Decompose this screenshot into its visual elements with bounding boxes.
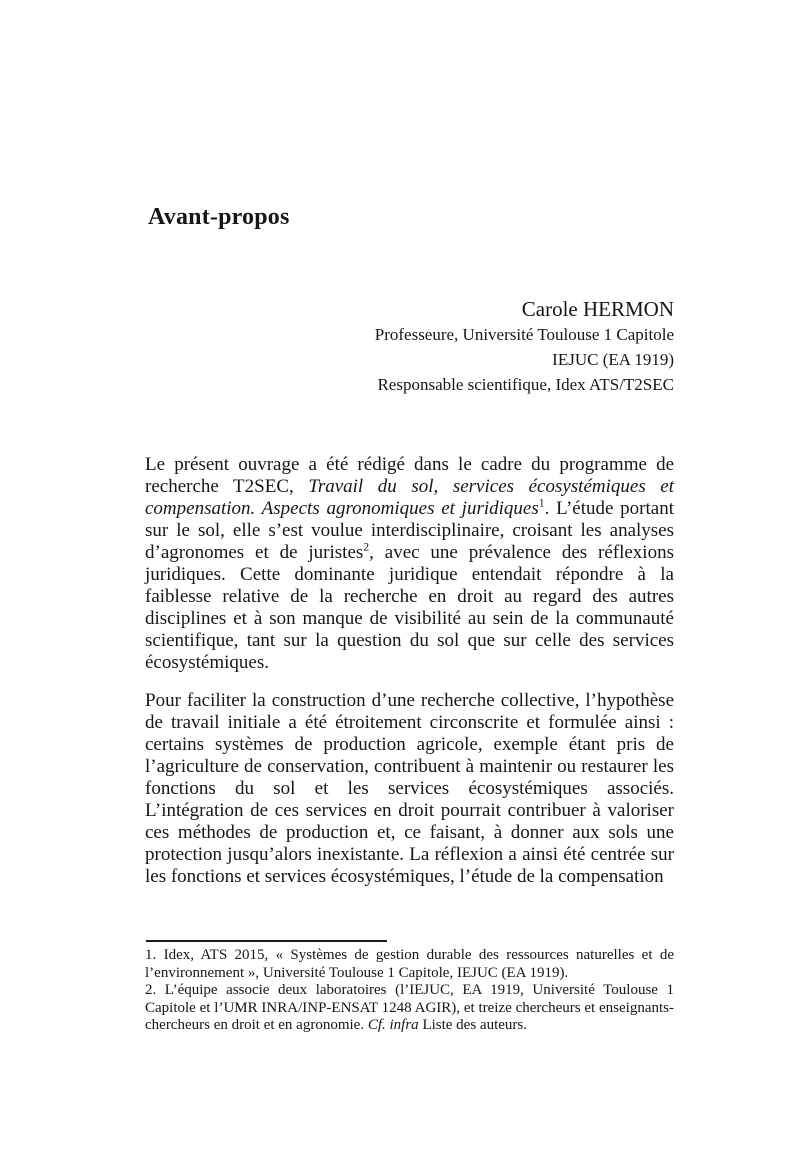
text-segment: Cf. infra <box>367 1017 419 1033</box>
text-segment: 2. L’équipe associe deux laboratoires (l’IEJUC, EA 1919, Université Toulouse 1 Capitole et l’UMR INRA/INP-ENSAT 1248 AGIR), et treize chercheurs et enseignants-chercheurs en droit et en agronomie. <box>145 982 674 1033</box>
footnote-1 <box>145 947 674 982</box>
author-role: Responsable scientifique, Idex ATS/T2SEC <box>377 375 674 394</box>
footnote-marker: 2 <box>363 540 370 554</box>
text-segment: 1. Idex, ATS 2015, « Systèmes de gestion durable des ressources naturelles et de l’environnement », Université Toulouse 1 Capitole, IEJUC (EA 1919). <box>145 947 674 981</box>
text-segment: Liste des auteurs. <box>418 1017 527 1033</box>
footnote-separator <box>146 940 387 942</box>
author-block <box>375 296 674 397</box>
text-segment: Travail du sol, services écosystémiques et compensation. Aspects agronomiques et juridiques <box>145 476 674 519</box>
footnotes <box>145 947 674 1035</box>
paragraph-2 <box>145 690 674 888</box>
text-segment: . L’étude portant sur le sol, elle s’est voulue interdisciplinaire, croisant les analyses d’agronomes et de juristes <box>145 498 674 563</box>
footnote-marker: 1 <box>538 496 545 510</box>
footnote-2 <box>145 982 674 1035</box>
page-title: Avant-propos <box>148 204 290 230</box>
paragraph-1 <box>145 454 674 674</box>
text-segment: Pour faciliter la construction d’une recherche collective, l’hypothèse de travail initiale a été étroitement circonscrite et formulée ainsi : certains systèmes de production agricole, exemple étant pris de l’agriculture de conservation, contribuent à maintenir ou restaurer les fonctions du sol et les services écosystémiques associés. L’intégration de ces services en droit pourrait contribuer à valoriser ces méthodes de production et, ce faisant, à donner aux sols une protection jusqu’alors inexistante. La réflexion a ainsi été centrée sur les fonctions et services écosystémiques, l’étude de la compensation <box>145 690 674 887</box>
author-lab: IEJUC (EA 1919) <box>552 350 674 369</box>
author-affiliation: Professeure, Université Toulouse 1 Capitole <box>374 325 674 344</box>
text-segment: , avec une prévalence des réflexions juridiques. Cette dominante juridique entendait répondre à la faiblesse relative de la recherche en droit au regard des autres disciplines et à son manque de visibilité au sein de la communauté scientifique, tant sur la question du sol que sur celle des services écosystémiques. <box>145 542 674 673</box>
author-name: Carole HERMON <box>521 297 674 321</box>
text-segment: Le présent ouvrage a été rédigé dans le cadre du programme de recherche T2SEC, <box>145 454 674 497</box>
